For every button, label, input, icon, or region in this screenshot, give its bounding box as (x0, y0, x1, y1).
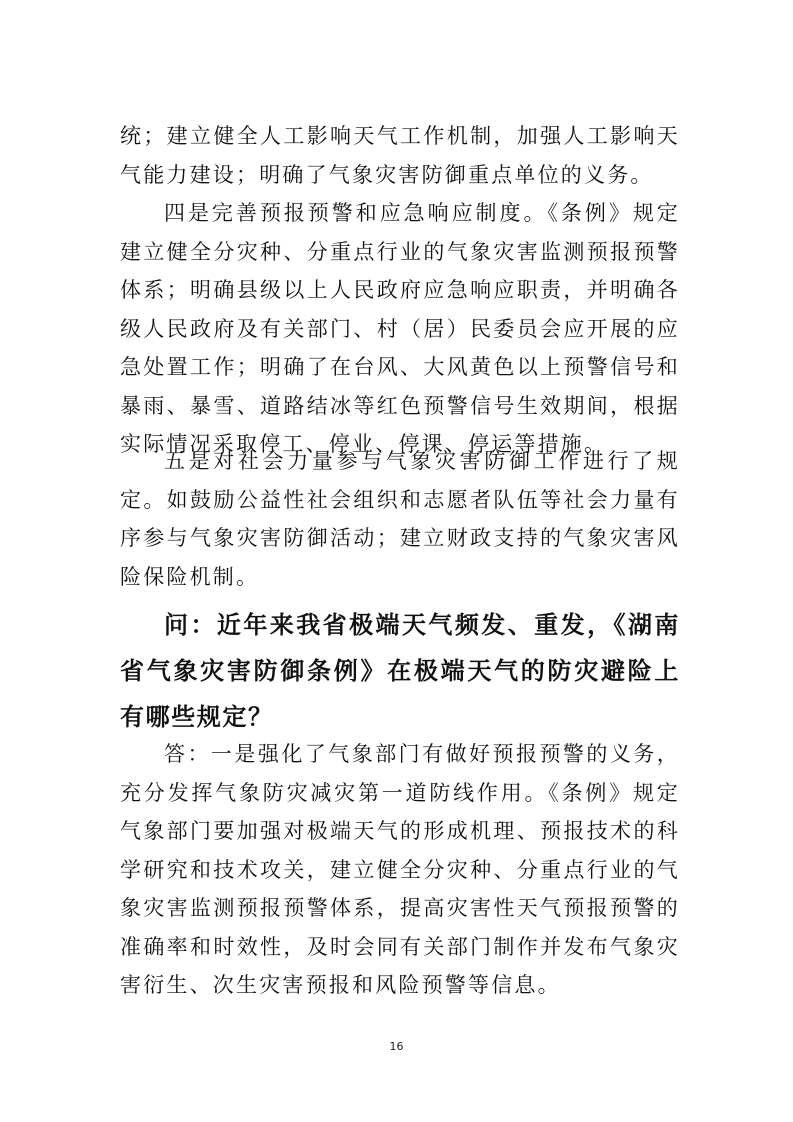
answer-paragraph: 答：一是强化了气象部门有做好预报预警的义务，充分发挥气象防灾减灾第一道防线作用。《条例》规定气象部门要加强对极端天气的形成机理、预报技术的科学研究和技术攻关，建立健全分灾种、分重点行业的气象灾害监测预报预警体系，提高灾害性天气预报预警的准确率和时效性，及时会同有关部门制作并发布气象灾害衍生、次生灾害预报和风险预警等信息。 (120, 742, 680, 997)
question-heading: 问：近年来我省极端天气频发、重发，《湖南省气象灾害防御条例》在极端天气的防灾避险上有哪些规定？ (120, 611, 680, 731)
page-number: 16 (389, 1040, 404, 1053)
paragraph-continuation: 统；建立健全人工影响天气工作机制，加强人工影响天气能力建设；明确了气象灾害防御重点单位的义务。 (120, 124, 680, 187)
paragraph-forecast-warning: 四是完善预报预警和应急响应制度。《条例》规定建立健全分灾种、分重点行业的气象灾害监测预报预警体系；明确县级以上人民政府应急响应职责，并明确各级人民政府及有关部门、村（居）民委员会应开展的应急处置工作；明确了在台风、大风黄色以上预警信号和暴雨、暴雪、道路结冰等红色预警信号生效期间，根据实际情况采取停工、停业、停课、停运等措施。 (120, 201, 680, 456)
paragraph-social-participation: 五是对社会力量参与气象灾害防御工作进行了规定。如鼓励公益性社会组织和志愿者队伍等社会力量有序参与气象灾害防御活动；建立财政支持的气象灾害风险保险机制。 (120, 449, 680, 589)
